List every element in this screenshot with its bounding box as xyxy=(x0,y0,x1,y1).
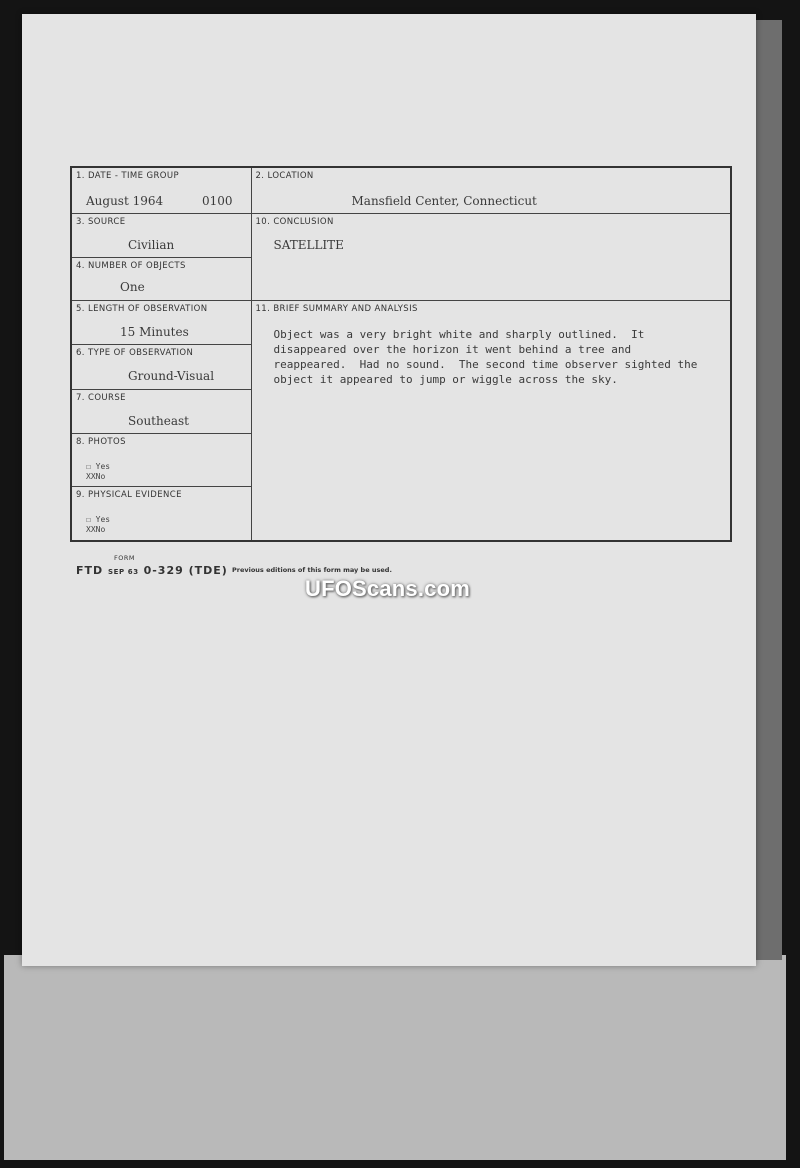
type-cell xyxy=(71,345,251,389)
source-cell xyxy=(71,213,251,257)
date-time-cell xyxy=(71,167,251,213)
photos-cell xyxy=(71,434,251,487)
conclusion-label: 10. CONCLUSION xyxy=(255,216,334,227)
project-card-form xyxy=(70,166,732,542)
summary-label: 11. BRIEF SUMMARY AND ANALYSIS xyxy=(255,303,418,314)
evidence-cell xyxy=(71,486,251,541)
source-label: 3. SOURCE xyxy=(76,216,126,227)
type-label: 6. TYPE OF OBSERVATION xyxy=(76,348,194,359)
page-edge-shadow xyxy=(756,20,782,960)
document-page xyxy=(22,14,756,966)
location-value: Mansfield Center, Connecticut xyxy=(351,194,537,208)
length-value: 15 Minutes xyxy=(120,324,189,339)
watermark: UFOScans.com xyxy=(305,576,471,601)
photos-yes-checkbox: ☐ Yes xyxy=(86,462,111,472)
ftd-text: FTD xyxy=(76,564,104,577)
background-sheet xyxy=(4,955,786,1160)
location-cell xyxy=(251,167,731,213)
evidence-no-checkbox: XXNo xyxy=(86,524,106,534)
time-value: 0100 xyxy=(202,194,233,208)
date-value: August 1964 xyxy=(86,194,164,208)
course-value: Southeast xyxy=(128,413,189,428)
conclusion-value: SATELLITE xyxy=(273,237,344,252)
form-id xyxy=(76,564,228,577)
length-cell xyxy=(71,300,251,344)
form-number: 0-329 (TDE) xyxy=(143,564,228,577)
photos-label: 8. PHOTOS xyxy=(76,437,126,448)
form-word: FORM xyxy=(114,554,135,562)
objects-label: 4. NUMBER OF OBJECTS xyxy=(76,261,186,272)
objects-cell xyxy=(71,258,251,300)
course-label: 7. COURSE xyxy=(76,392,126,403)
location-label: 2. LOCATION xyxy=(255,171,314,181)
type-value: Ground-Visual xyxy=(128,369,215,384)
source-value: Civilian xyxy=(128,237,175,252)
length-label: 5. LENGTH OF OBSERVATION xyxy=(76,303,208,314)
previous-editions-note: Previous editions of this form may be used. xyxy=(232,566,392,574)
edition-text: SEP 63 xyxy=(108,568,139,576)
evidence-yes-checkbox: ☐ Yes xyxy=(86,514,111,524)
summary-cell xyxy=(251,300,731,541)
conclusion-cell xyxy=(251,213,731,300)
photos-no-checkbox: XXNo xyxy=(86,472,106,482)
evidence-label: 9. PHYSICAL EVIDENCE xyxy=(76,489,182,500)
course-cell xyxy=(71,389,251,433)
summary-text: Object was a very bright white and sharply outlined. It disappeared over the horizon it went behind a tree and reappeared. Had no sound. The second time observer sighted the object it appeared to jump or wiggle across the sky. xyxy=(273,327,698,386)
date-time-label: 1. DATE - TIME GROUP xyxy=(76,171,180,181)
objects-value: One xyxy=(120,280,145,295)
